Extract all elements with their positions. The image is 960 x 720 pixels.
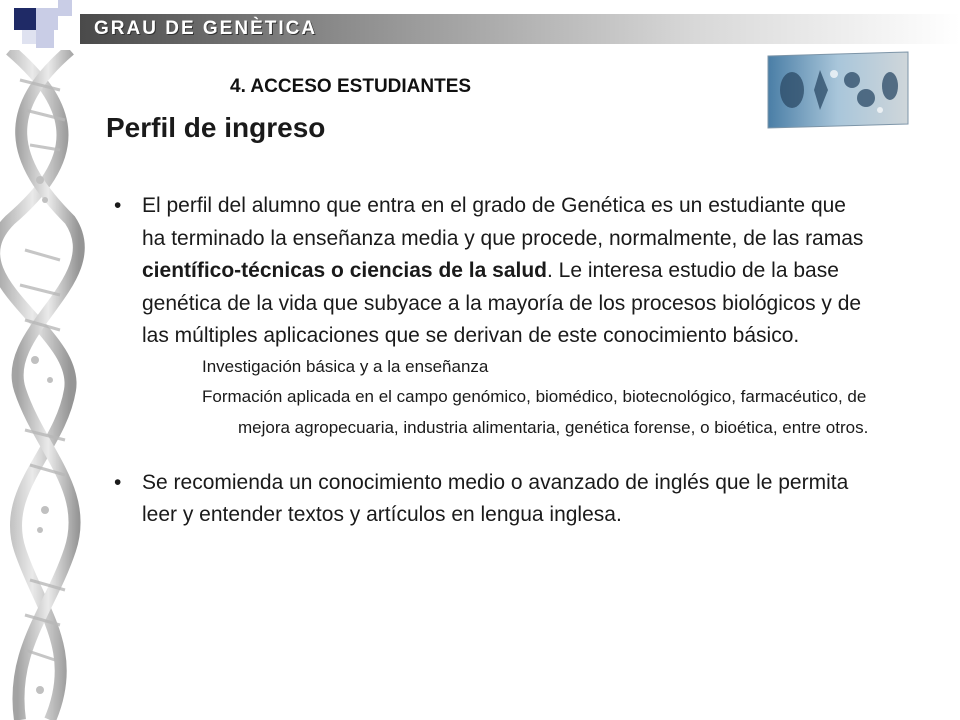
bullet-item-profile xyxy=(112,190,872,353)
biology-collage-image xyxy=(762,50,912,130)
sub-item-research: Investigación básica y a la enseñanza xyxy=(202,356,489,376)
light-square xyxy=(36,8,58,30)
page-title: Perfil de ingreso xyxy=(106,112,326,143)
sub-item-training: Formación aplicada en el campo genómico, biomédico, biotecnológico, farmacéutico, de mejora agropecuaria, industria alimentaria, genética forense, o bioética, entre otros. xyxy=(202,386,869,437)
bullet-glyph: • xyxy=(114,470,122,494)
bullet-text: Se recomienda un conocimiento medio o avanzado de inglés que le permita leer y entender textos y artículos en lengua inglesa. xyxy=(142,470,849,526)
bullet-bold-text: científico-técnicas o ciencias de la salud xyxy=(142,259,547,282)
light-square xyxy=(22,30,36,44)
dna-helix-image xyxy=(0,50,95,720)
section-label: 4. ACCESO ESTUDIANTES xyxy=(230,76,472,97)
bullet-item-english xyxy=(112,467,872,532)
bullet-glyph: • xyxy=(114,194,122,217)
dark-square xyxy=(14,8,36,30)
light-square xyxy=(36,30,54,48)
bullet-text: . Le interesa estudio de la base genética de la vida que subyace a la mayoría de los procesos biológicos y de las múltiples aplicaciones que se derivan de este conocimiento básico. xyxy=(142,259,862,347)
light-square xyxy=(58,0,72,16)
slide-body xyxy=(112,190,872,532)
bullet-text: El perfil del alumno que entra en el grado de Genética es un estudiante que ha terminado la enseñanza media y que procede, normalmente, de las ramas xyxy=(142,194,864,250)
header-title: GRAU DE GENÈTICA xyxy=(94,18,318,39)
